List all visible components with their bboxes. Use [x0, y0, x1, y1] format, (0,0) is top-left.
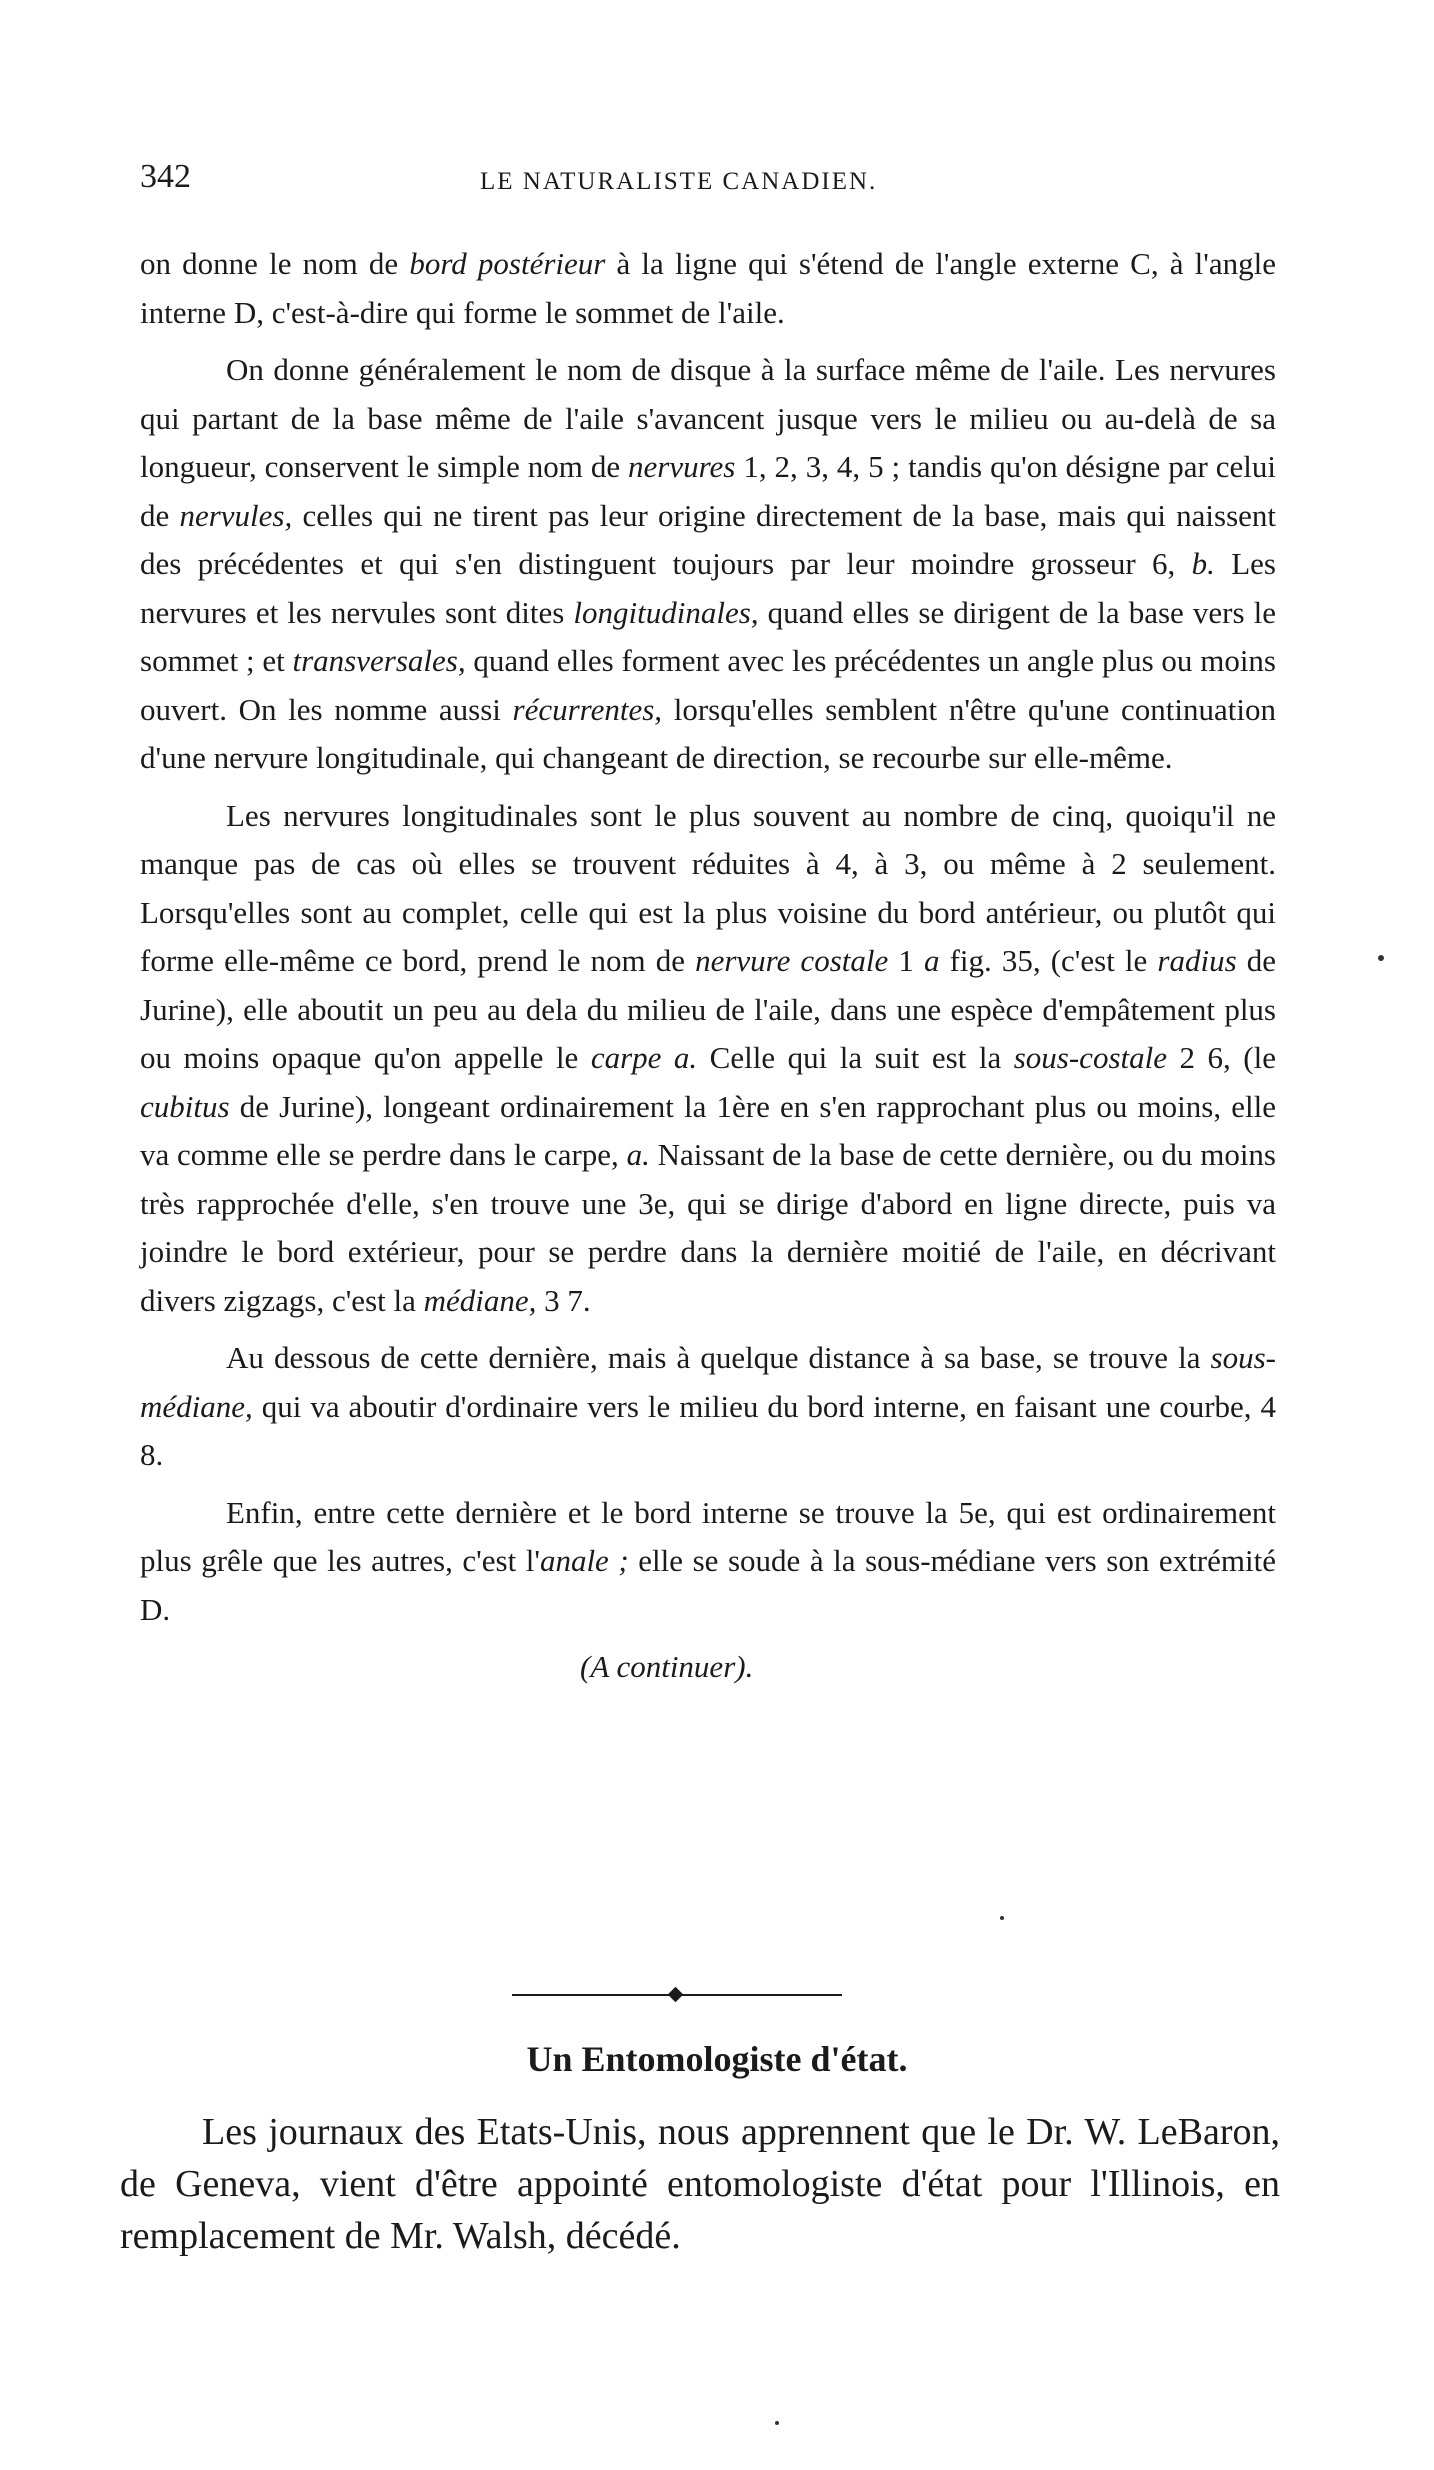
italic-term: sous-médiane, [140, 1340, 1276, 1424]
print-speck [775, 2421, 779, 2425]
italic-term: cubitus [140, 1088, 230, 1124]
page-number: 342 [140, 158, 191, 195]
italic-term: anale ; [539, 1543, 629, 1578]
italic-term: sous-costale [1013, 1040, 1167, 1075]
italic-term: radius [1157, 943, 1237, 978]
notice-paragraph: Les journaux des Etats-Unis, nous apprennent que le Dr. W. LeBaron, de Geneva, vient d'être appointé entomologiste d'état pour l'Illinois, en remplacement de Mr. Walsh, décédé. [120, 2111, 1280, 2257]
to-be-continued-note: (A continuer). [580, 1649, 754, 1684]
divider-ornament [668, 1987, 684, 2003]
section-title: Un Entomologiste d'état. [526, 2039, 908, 2079]
italic-term: bord postérieur [409, 246, 606, 281]
italic-term: transversales, [292, 643, 466, 678]
italic-term: b. [1191, 546, 1215, 581]
print-speck [1000, 1916, 1004, 1920]
italic-term: nervure costale [695, 943, 889, 978]
paragraph: Au dessous de cette dernière, mais à quelque distance à sa base, se trouve la sous-médiane, qui va aboutir d'ordinaire vers le milieu du bord interne, en faisant une courbe, 4 8. [140, 1340, 1276, 1472]
paragraph: Les nervures longitudinales sont le plus souvent au nombre de cinq, quoiqu'il ne manque pas de cas où elles se trouvent réduites à 4, à 3, ou même à 2 seulement. Lorsqu'elles sont au complet, celle qui est la plus voisine du bord antérieur, ou plutôt qui forme elle-même ce bord, prend le nom de nervure costale 1 a fig. 35, (c'est le radius de Jurine), elle aboutit un peu au dela du milieu de l'aile, dans une espèce d'empâtement plus ou moins opaque qu'on appelle le carpe a. Celle qui la suit est la sous-costale 2 6, (le cubitus de Jurine), longeant ordinairement la 1ère en s'en rapprochant plus ou moins, elle va comme elle se perdre dans le carpe, a. Naissant de la base de cette dernière, ou du moins très rapprochée d'elle, s'en trouve une 3e, qui se dirige d'abord en ligne directe, puis va joindre le bord extérieur, pour se perdre dans la dernière moitié de l'aile, en décrivant divers zigzags, c'est la médiane, 3 7. [140, 797, 1277, 1318]
article-body [140, 240, 1276, 1691]
italic-term: récurrentes, [512, 691, 663, 727]
italic-term: a [923, 943, 940, 978]
paragraph: On donne généralement le nom de disque à la surface même de l'aile. Les nervures qui partant de la base même de l'aile s'avancent jusque vers le milieu ou au-delà de sa longueur, conservent le simple nom de nervures 1, 2, 3, 4, 5 ; tandis qu'on désigne par celui de nervules, celles qui ne tirent pas leur origine directement de la base, mais qui naissent des précédentes et qui s'en distinguent toujours par leur moindre grosseur 6, b. Les nervures et les nervules sont dites longitudinales, quand elles se dirigent de la base vers le sommet ; et transversales, quand elles forment avec les précédentes un angle plus ou moins ouvert. On les nomme aussi récurrentes, lorsqu'elles semblent n'être qu'une continuation d'une nervure longitudinale, qui changeant de direction, se recourbe sur elle-même. [140, 352, 1277, 775]
paragraph: Enfin, entre cette dernière et le bord interne se trouve la 5e, qui est ordinairement plus grêle que les autres, c'est l'anale ; elle se soude à la sous-médiane vers son extrémité D. [140, 1494, 1276, 1627]
italic-term: carpe a. [590, 1040, 698, 1075]
italic-term: nervules, [179, 497, 293, 533]
page-header [140, 158, 1270, 208]
italic-term: nervures [628, 449, 736, 484]
running-title: LE NATURALISTE CANADIEN. [480, 168, 878, 195]
paragraph: on donne le nom de bord postérieur à la ligne qui s'étend de l'angle externe C, à l'angle interne D, c'est-à-dire qui forme le sommet de l'aile. [140, 246, 1276, 330]
italic-term: longitudinales, [573, 594, 759, 630]
italic-term: médiane, [423, 1282, 537, 1318]
print-speck [1378, 955, 1384, 961]
italic-term: a. [626, 1137, 650, 1172]
